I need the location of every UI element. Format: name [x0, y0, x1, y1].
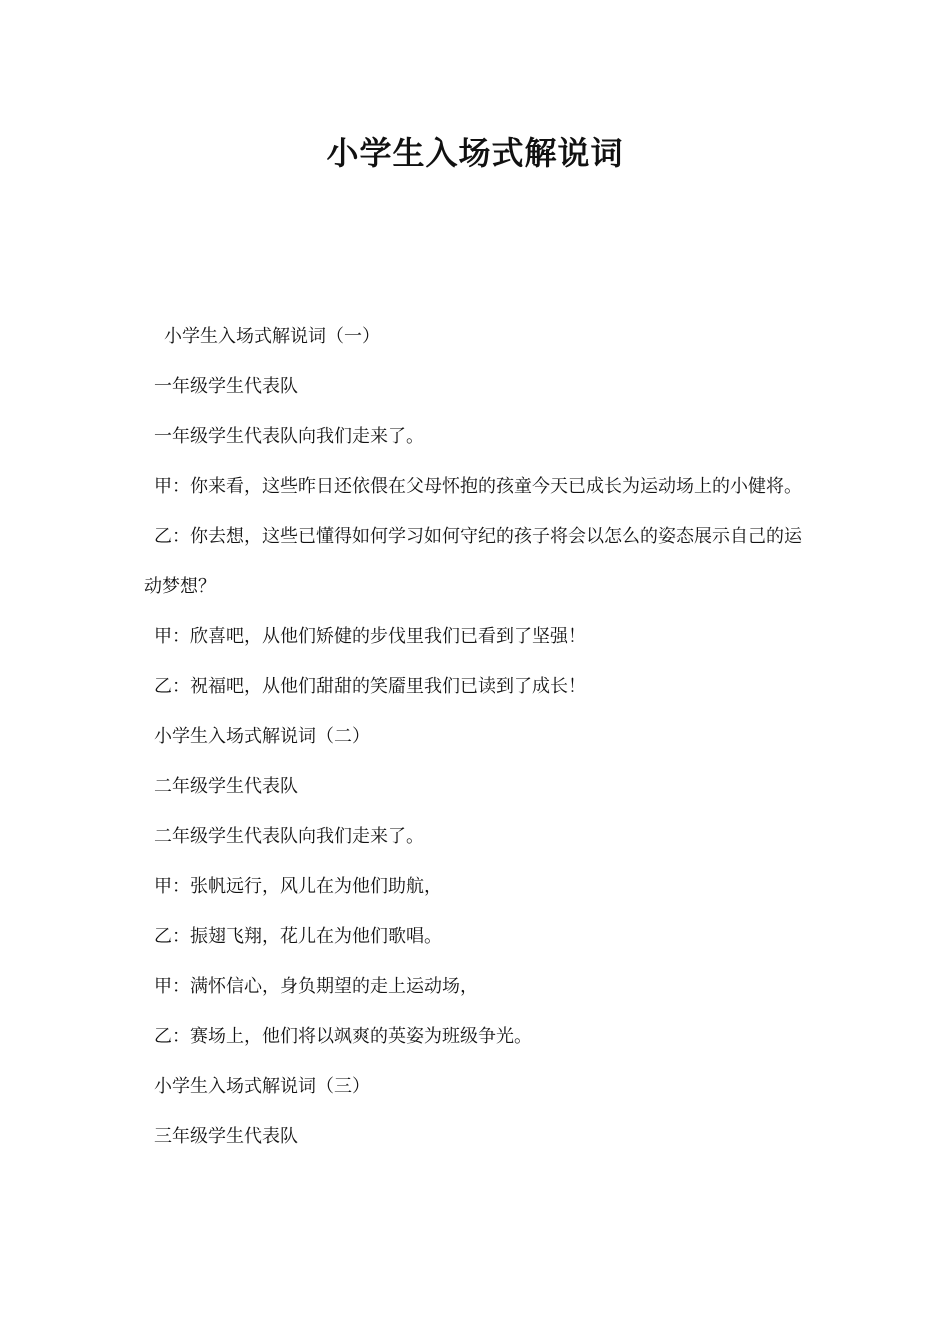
dialogue-line: 甲：欣喜吧，从他们矫健的步伐里我们已看到了坚强！ — [154, 626, 586, 647]
intro-line-grade-2: 二年级学生代表队向我们走来了。 — [154, 826, 424, 847]
dialogue-line: 甲：你来看，这些昨日还依偎在父母怀抱的孩童今天已成长为运动场上的小健将。 — [154, 476, 802, 497]
dialogue-line: 甲：满怀信心，身负期望的走上运动场， — [154, 976, 478, 997]
dialogue-line: 乙：赛场上，他们将以飒爽的英姿为班级争光。 — [154, 1026, 532, 1047]
document-body — [144, 312, 810, 1162]
document-title: 小学生入场式解说词 — [326, 134, 624, 172]
section-heading-1: 小学生入场式解说词（一） — [164, 326, 380, 347]
dialogue-line: 乙：祝福吧，从他们甜甜的笑靥里我们已读到了成长！ — [154, 676, 586, 697]
intro-line-grade-1: 一年级学生代表队向我们走来了。 — [154, 426, 424, 447]
team-name-grade-3: 三年级学生代表队 — [154, 1126, 298, 1147]
section-heading-3: 小学生入场式解说词（三） — [154, 1076, 370, 1097]
dialogue-line: 乙：振翅飞翔，花儿在为他们歌唱。 — [154, 926, 442, 947]
team-name-grade-1: 一年级学生代表队 — [154, 376, 298, 397]
section-heading-2: 小学生入场式解说词（二） — [154, 726, 370, 747]
dialogue-line: 乙：你去想，这些已懂得如何学习如何守纪的孩子将会以怎么的姿态展示自己的运动梦想？ — [144, 526, 802, 597]
team-name-grade-2: 二年级学生代表队 — [154, 776, 298, 797]
dialogue-line: 甲：张帆远行，风儿在为他们助航， — [154, 876, 442, 897]
